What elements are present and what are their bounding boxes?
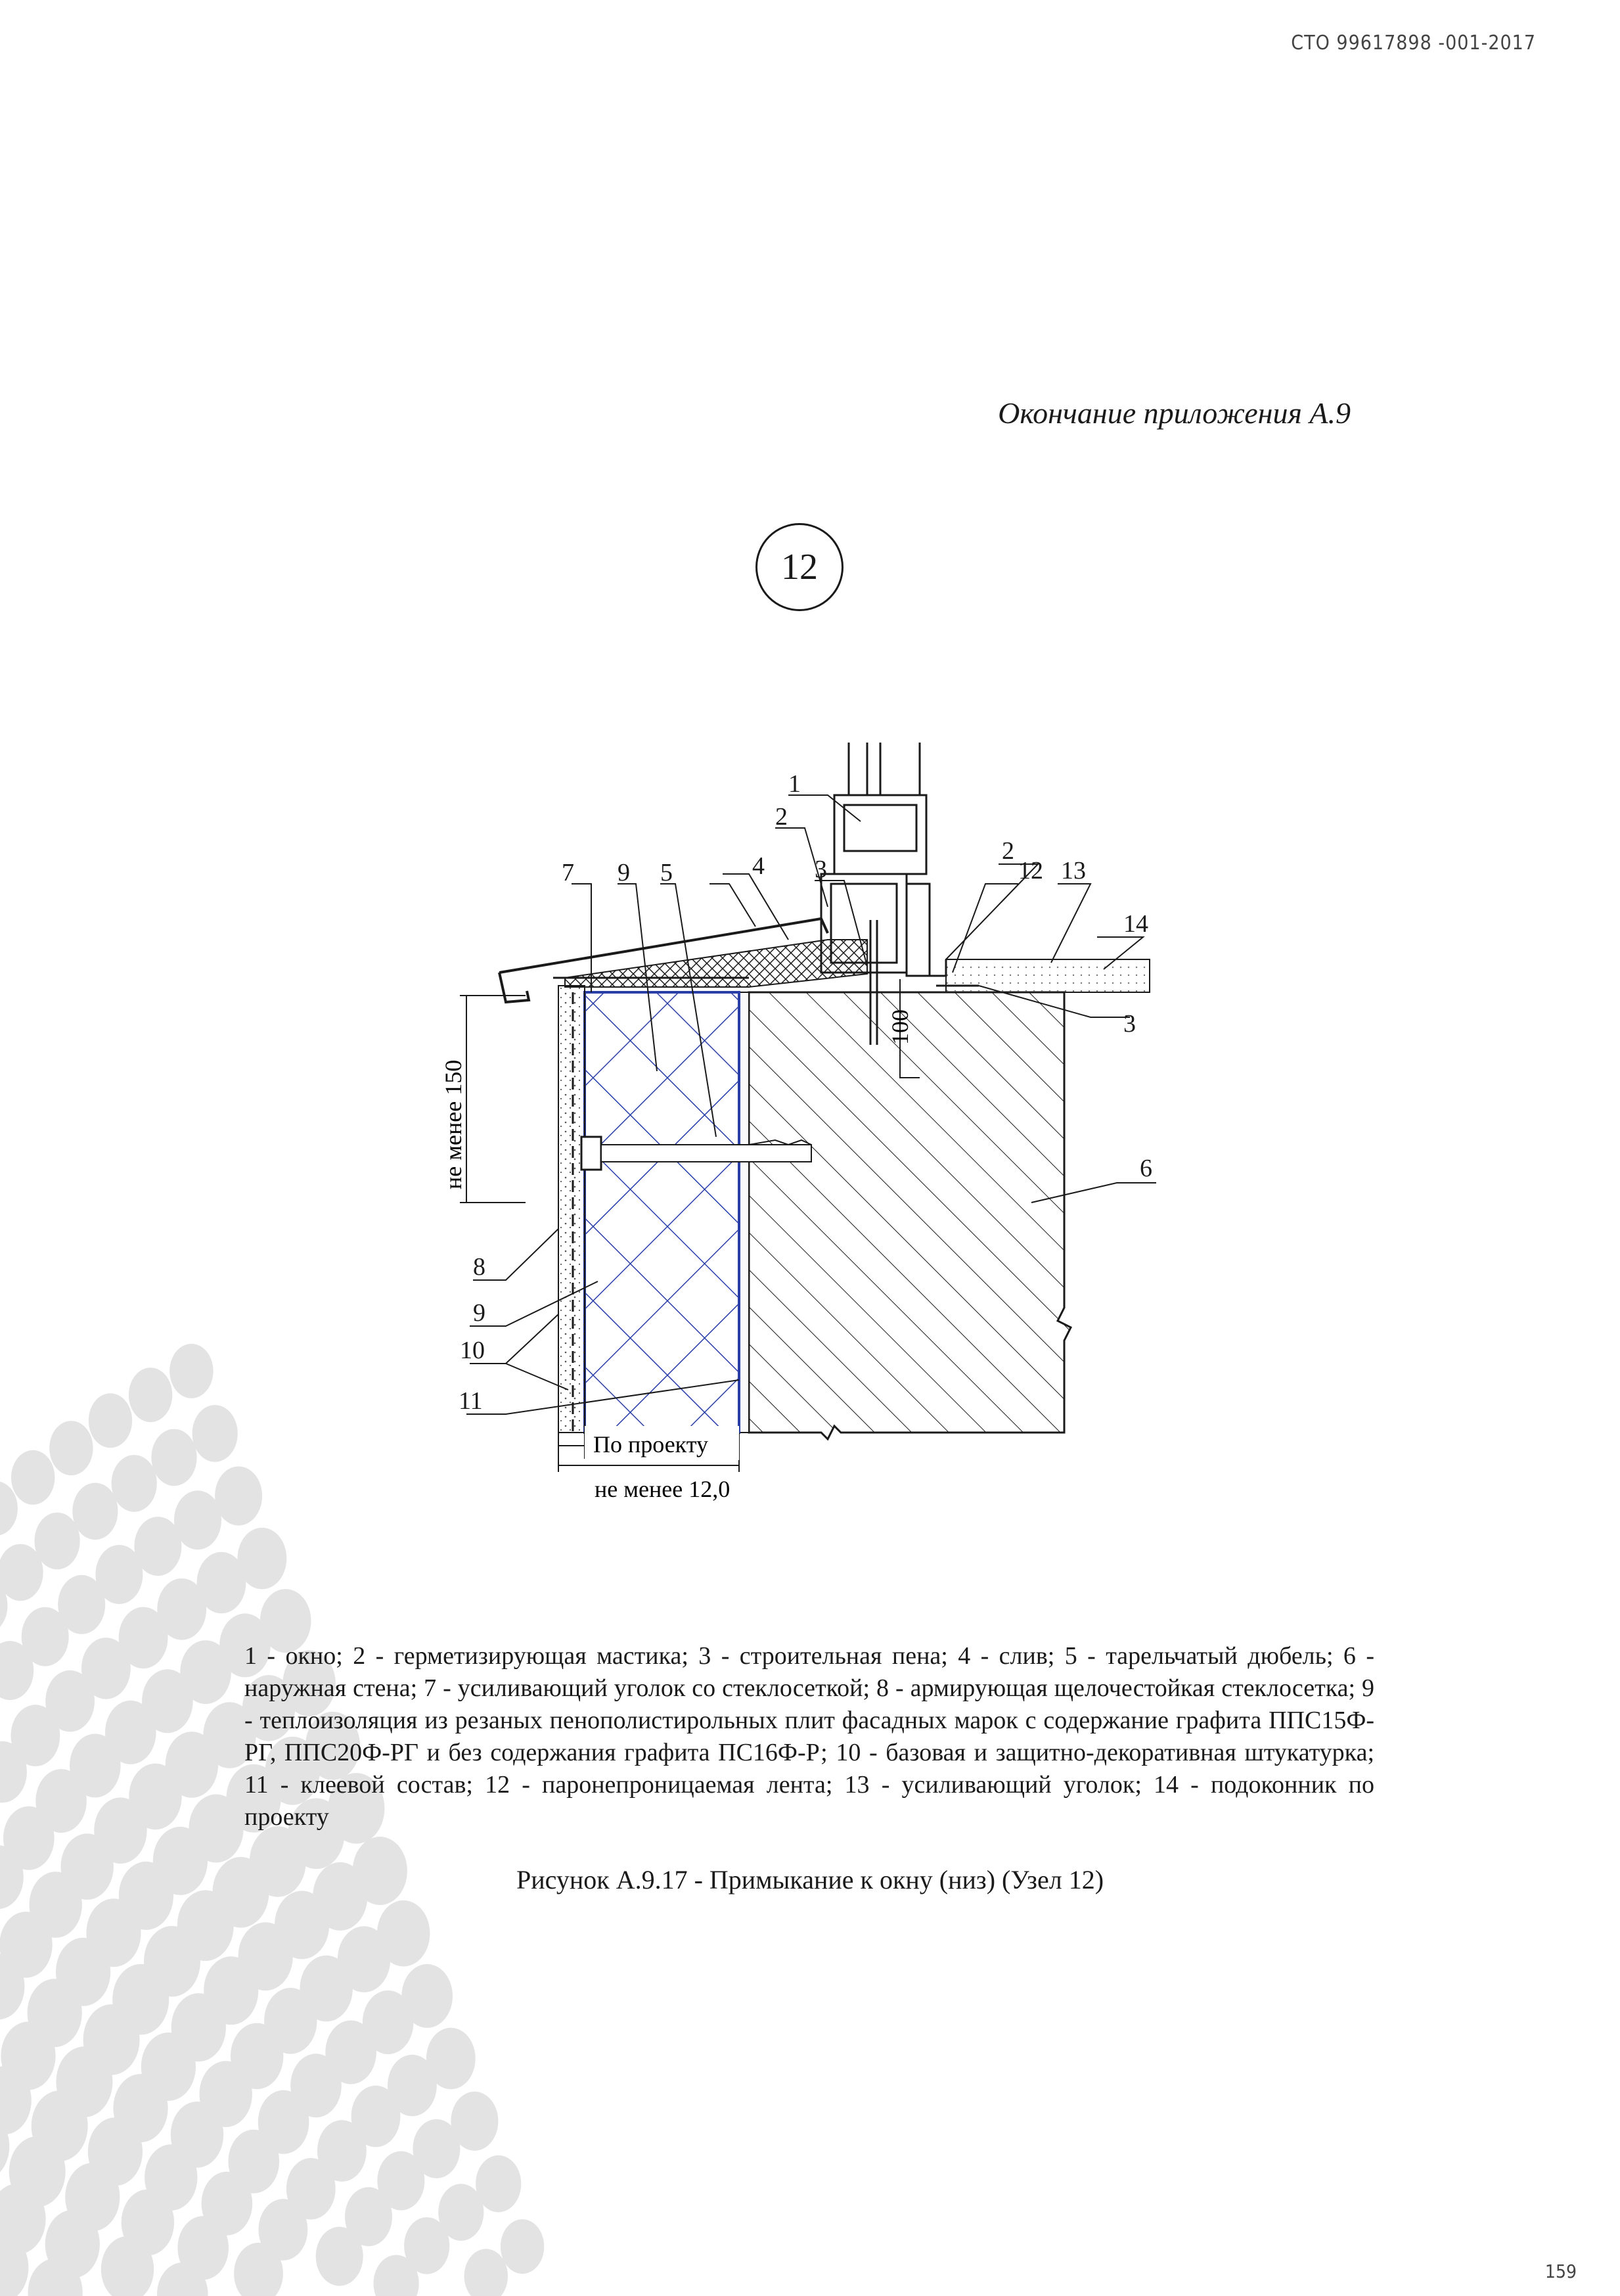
decor-dot [11,1450,55,1505]
dim-12-label: не менее 12,0 [595,1476,731,1502]
figure-caption: Рисунок А.9.17 - Примыкание к окну (низ) (Узел 12) [516,1865,1104,1894]
decor-dot [72,1483,118,1540]
decor-dot [464,2249,508,2296]
dim-150-label: не менее 150 [440,1059,466,1189]
callout-2b: 2 [1002,837,1014,865]
decor-dot [35,1513,80,1570]
decor-dot [49,1421,93,1475]
callout-3a: 3 [815,856,827,883]
appendix-title: Окончание приложения А.9 [998,396,1351,430]
decor-dot [151,1429,196,1486]
callout-9b: 9 [473,1299,485,1327]
callout-10: 10 [460,1337,485,1364]
decor-dot [174,1490,221,1550]
technical-drawing [407,743,1196,1551]
decor-dot [377,1900,430,1967]
decor-dot [192,1405,238,1462]
callout-12: 12 [1018,857,1043,884]
callout-8: 8 [473,1253,485,1281]
decor-dot [426,2028,476,2090]
node-number: 12 [781,547,818,587]
document-code: СТО 99617898 -001-2017 [1291,32,1536,55]
node-number-circle [755,523,844,611]
decor-dot [215,1467,262,1526]
plaster-layer [558,986,585,1433]
callout-14: 14 [1123,910,1148,938]
callout-6: 6 [1140,1155,1152,1182]
decor-dot [476,2155,521,2213]
adhesive-layer [739,992,749,1433]
decor-dot [401,1964,453,2028]
callout-3b: 3 [1123,1010,1136,1038]
dim-100-label: 100 [887,1009,913,1045]
callout-9a: 9 [618,859,630,886]
callout-1: 1 [788,770,801,798]
legend-text: 1 - окно; 2 - герметизирующая мастика; 3 - строительная пена; 4 - слив; 5 - тарельчатый дюбель; 6 - наружная стена; 7 - усиливающий уголок со стеклосеткой; 8 - армирующая щелочестойкая стеклосетка; 9 - теплоизоляция из резаных пенополистирольных плит фасадных марок с содержание графита ППС15Ф-РГ, ППС20Ф-РГ и без содержания графита ПС16Ф-Р; 10 - базовая и защитно-декоративная штукатурка; 11 - клеевой состав; 12 - паронепроницаемая лента; 13 - усиливающий уголок; 14 - подоконник по проекту [244,1642,1374,1831]
decor-dot [451,2092,498,2151]
outer-wall [749,992,1071,1439]
decor-dot [89,1393,132,1448]
page-number: 159 [1544,2261,1577,2282]
callout-4: 4 [752,852,765,880]
window-sill [946,959,1150,992]
callout-11: 11 [459,1387,483,1415]
decor-dot [112,1455,157,1512]
decor-dot [134,1517,181,1576]
callout-13: 13 [1061,857,1086,884]
decor-dot [129,1367,172,1422]
callout-7: 7 [562,859,574,886]
callout-5: 5 [660,859,673,886]
decor-dot [169,1344,213,1398]
dim-project-label: По проекту [593,1431,708,1458]
insulation-board [585,992,739,1433]
callout-2a: 2 [775,803,788,831]
decor-dot [238,1528,287,1590]
decor-dot [501,2219,544,2274]
